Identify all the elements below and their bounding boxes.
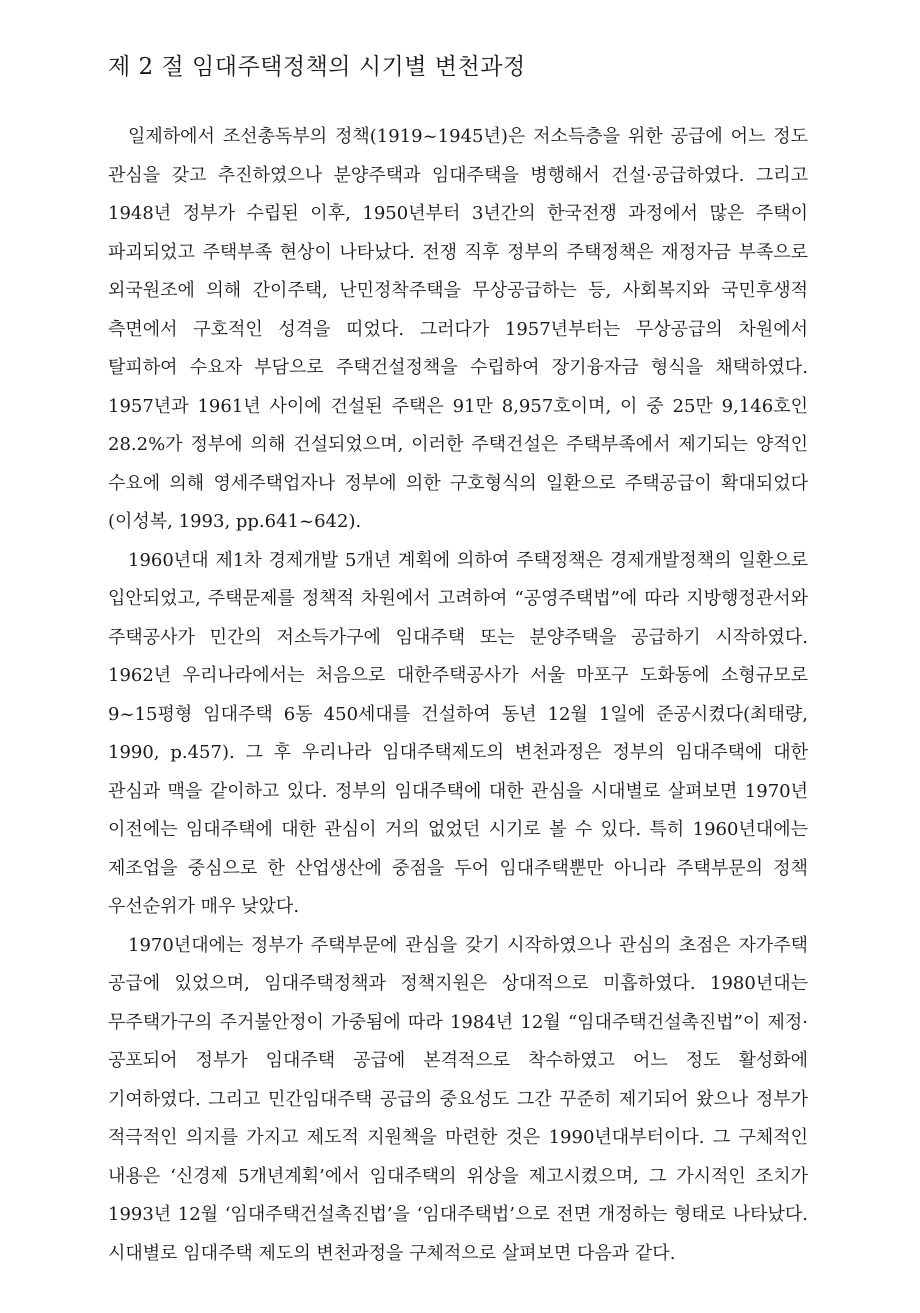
section-title: 제 2 절 임대주택정책의 시기별 변천과정 (108, 54, 526, 80)
body-text (108, 118, 808, 1273)
paragraph-3: 1970년대에는 정부가 주택부문에 관심을 갖기 시작하였으나 관심의 초점은 자가주택 공급에 있었으며, 임대주택정책과 정책지원은 상대적으로 미흡하였다. 1980년대는 무주택가구의 주거불안정이 가중됨에 따라 1984년 12월 “임대주택건설촉진법”이 제정·공포되어 정부가 임대주택 공급에 본격적으로 착수하였고 어느 정도 활성화에 기여하였다. 그리고 민간임대주택 공급의 중요성도 그간 꾸준히 제기되어 왔으나 정부가 적극적인 의지를 가지고 제도적 지원책을 마련한 것은 1990년대부터이다. 그 구체적인 내용은 ‘신경제 5개년계획’에서 임대주택의 위상을 제고시켰으며, 그 가시적인 조치가 1993년 12월 ‘임대주택건설촉진법’을 ‘임대주택법’으로 전면 개정하는 형태로 나타났다. 시대별로 임대주택 제도의 변천과정을 구체적으로 살펴보면 다음과 같다. (108, 934, 808, 1264)
paragraph-2: 1960년대 제1차 경제개발 5개년 계획에 의하여 주택정책은 경제개발정책의 일환으로 입안되었고, 주택문제를 정책적 차원에서 고려하여 “공영주택법”에 따라 지방행정관서와 주택공사가 민간의 저소득가구에 임대주택 또는 분양주택을 공급하기 시작하였다. 1962년 우리나라에서는 처음으로 대한주택공사가 서울 마포구 도화동에 소형규모로 9~15평형 임대주택 6동 450세대를 건설하여 동년 12월 1일에 준공시켰다(최태량, 1990, p.457). 그 후 우리나라 임대주택제도의 변천과정은 정부의 임대주택에 대한 관심과 맥을 같이하고 있다. 정부의 임대주택에 대한 관심을 시대별로 살펴보면 1970년 이전에는 임대주택에 대한 관심이 거의 없었던 시기로 볼 수 있다. 특히 1960년대에는 제조업을 중심으로 한 산업생산에 중점을 두어 임대주택뿐만 아니라 주택부문의 정책 우선순위가 매우 낮았다. (108, 549, 808, 917)
paragraph-1: 일제하에서 조선총독부의 정책(1919~1945년)은 저소득층을 위한 공급에 어느 정도 관심을 갖고 추진하였으나 분양주택과 임대주택을 병행해서 건설·공급하였다. 그리고 1948년 정부가 수립된 이후, 1950년부터 3년간의 한국전쟁 과정에서 많은 주택이 파괴되었고 주택부족 현상이 나타났다. 전쟁 직후 정부의 주택정책은 재정자금 부족으로 외국원조에 의해 간이주택, 난민정착주택을 무상공급하는 등, 사회복지와 국민후생적 측면에서 구호적인 성격을 띠었다. 그러다가 1957년부터는 무상공급의 차원에서 탈피하여 수요자 부담으로 주택건설정책을 수립하여 장기융자금 형식을 채택하였다. 1957년과 1961년 사이에 건설된 주택은 91만 8,957호이며, 이 중 25만 9,146호인 28.2%가 정부에 의해 건설되었으며, 이러한 주택건설은 주택부족에서 제기되는 양적인 수요에 의해 영세주택업자나 정부에 의한 구호형식의 일환으로 주택공급이 확대되었다(이성복, 1993, pp.641~642). (108, 126, 808, 532)
